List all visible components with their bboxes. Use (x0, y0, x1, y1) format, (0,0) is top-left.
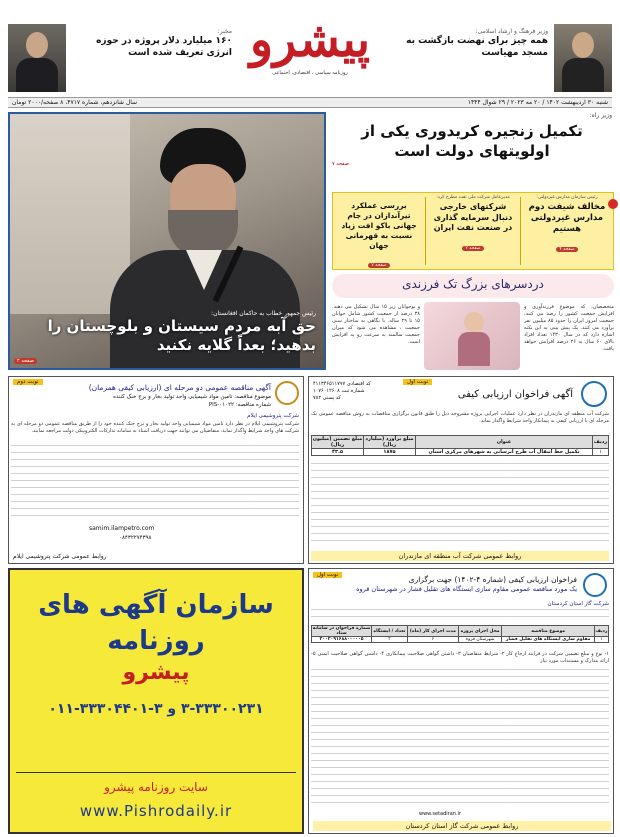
ad-company: شرکت گاز استان کردستان (547, 601, 609, 607)
table-header: ردیف (593, 436, 609, 449)
newspaper-logo[interactable]: پیشرو (249, 12, 371, 68)
ad-subject: موضوع مناقصه: تامین مواد شیمیایی واحد تولید بخار و برج خنک کننده (113, 394, 271, 400)
ad-title: آگهی مناقصه عمومی دو مرحله ای (ارزیابی کیفی همزمان) (88, 383, 271, 392)
photo-page-ref: صفحه ۲ (14, 358, 37, 364)
ad-title: فراخوان ارزیابی کیفی (شماره ۴-۱۴۰۲) جهت برگزاری (408, 575, 577, 584)
ad-footer: روابط عمومی شرکت گاز استان کردستان (313, 821, 611, 831)
ad-logo-icon (583, 573, 607, 597)
ad-body: ۱- نوع و مبلغ تضمین شرکت در فرایند ارجاع کار ۲- شرایط متقاضیان ۳- داشتن گواهی صلاحیت پیمانکاری ۴- داشتن گواهی صلاحیت ایمنی ۵- ارائه مدارک و مستندات مورد نیاز (311, 651, 609, 664)
teaser-kicker: رئیس سازمان مدارس غیردولتی: (536, 195, 598, 200)
table-header: ردیف (595, 626, 609, 637)
table-cell: ۶ (407, 637, 458, 643)
ad-promo-box[interactable] (8, 568, 304, 834)
table-cell: شهرستان قروه (458, 637, 501, 643)
ad-code: کد پستی ۷۸۲ (313, 395, 341, 401)
promo-url[interactable]: www.Pishrodaily.ir (79, 802, 233, 820)
promo-site-label: سایت روزنامه پیشرو (104, 780, 208, 794)
table-cell: مقاوم سازی ایستگاه های تقلیل فشار (502, 637, 595, 643)
ad-website[interactable]: samim.ilampetro.com (89, 525, 155, 532)
ad-subtitle: یک مورد مناقصه عمومی مقاوم سازی ایستگاه های تقلیل فشار در شهرستان قروه (356, 585, 577, 593)
lead-photo[interactable] (8, 112, 326, 370)
table-header: مبلغ تضمین (میلیون ریال) (312, 436, 363, 448)
ad-website[interactable]: www.setadiran.ir (419, 811, 461, 817)
red-dot-icon (608, 199, 618, 209)
teaser-oil[interactable] (429, 195, 517, 267)
ad-intro: شرکت آب منطقه ای مازندران در نظر دارد عملیات اجرایی پروژه مشروحه ذیل را طبق قانون برگزاری مناقصات به روش مناقصه عمومی یک مرحله ای با ارزیابی کیفی به پیمانکار واجد شرایط واگذار نماید. (311, 411, 609, 424)
ad-title: آگهی فراخوان ارزیابی کیفی (457, 389, 573, 400)
right-kicker: وزیر فرهنگ و ارشاد اسلامی: (475, 28, 548, 35)
ad-body-lines (11, 445, 299, 521)
ad-badge: نوبت اول (403, 379, 432, 385)
ad-phone: ۰۸۴۳۲۲۷۴۳۹۸ (119, 535, 152, 541)
lead-headline: تکمیل زنجیره کریدوری یکی از اولویتهای دولت است (361, 122, 583, 160)
table-row (312, 449, 609, 456)
teaser-kicker: مدیرعامل شرکت ملی نفت مطرح کرد: (436, 195, 510, 200)
teaser-headline: بررسی عملکرد تیرآندازان در جام جهانی باکو افت زیاد نسبت به قهرمانی جهان (341, 201, 417, 250)
teaser-shooting[interactable] (335, 195, 423, 267)
feature-headline: دردسرهای بزرگ تک فرزندی (402, 277, 544, 291)
left-kicker: مخبر: (217, 28, 232, 35)
ad-logo-icon (581, 381, 607, 407)
ad-table (311, 625, 609, 643)
table-header: موضوع مناقصه (502, 626, 595, 637)
left-portrait-photo (8, 24, 66, 92)
table-header: محل اجرای پروژه (458, 626, 501, 637)
logo-tagline: روزنامه سیاسی ، اقتصادی، اجتماعی (272, 70, 348, 76)
ad-footer: روابط عمومی شرکت پتروشیمی ایلام (13, 553, 107, 560)
right-headline[interactable]: همه چیز برای نهضت بازگشت به مسجد مهیاست (406, 36, 548, 58)
teaser-page-ref: صفحه ۴ (556, 247, 577, 252)
table-cell: ۳ (372, 637, 408, 643)
table-header: مبلغ برآورد (میلیارد ریال) (365, 436, 414, 448)
ad-body-lines (311, 669, 609, 809)
table-header: عنوان (416, 436, 593, 449)
dateline-left: سال شانزدهم، شماره ۴۷۱۷، ۸ صفحه/۲۰۰۰ تومان (12, 99, 138, 106)
table-header: شماره فراخوان در سامانه ستاد (312, 626, 371, 636)
table-cell: ۲۰۰۲۰۹۱۶۸۸۰۰۰۰۰۵ (312, 637, 372, 643)
promo-line2: روزنامه (107, 626, 205, 656)
ad-badge: نوبت دوم (13, 379, 43, 385)
table-cell: ۱ (595, 637, 609, 643)
feature-single-child[interactable] (332, 274, 614, 372)
dateline-right: شنبه ۳۰ اردیبهشت ۱۴۰۲ / ۲۰ مه ۲۰۲۳ / ۲۹ شوال ۱۴۴۴ (467, 99, 608, 106)
teaser-page-ref: صفحه ۲ (462, 246, 483, 251)
promo-line3: پیشرو (122, 660, 190, 685)
left-headline[interactable]: ۱۶۰ میلیارد دلار پروژه در حوزه انرژی تعریف شده است (96, 36, 232, 58)
teaser-headline: شرکتهای خارجی دنبال سرمایه گذاری در صنعت نفت ایران (433, 202, 513, 232)
teaser-strip (332, 192, 614, 270)
ad-code: کد اقتصادی ۴۱۱۳۴۶۵۱۱۷۷۷ (313, 381, 371, 387)
photo-caption-text: رئیس جمهور خطاب به حاکمان افغانستان: (211, 310, 316, 317)
ad-kurdistan-gas[interactable] (308, 568, 614, 834)
table-row (312, 637, 609, 643)
feature-photo (424, 302, 520, 370)
feature-text-right: متخصصان، که موضوع فرزندآوری و افزایش جمعیت کشور را رصد می کنند، جمعیت امروز ایران را حدود ۸۵ میلیون نفر برآورد می کنند. یک پیش بینی به این نکته اشاره دارد که در سال ۱۴۳۰ تعداد افراد بالای ۶۰ سال به ۲۶ درصد افزایش خواهد یافت. (524, 304, 615, 352)
photo-caption (10, 310, 324, 355)
dateline-bar (8, 97, 612, 108)
promo-line1: سازمان آگهی های (38, 590, 274, 620)
ad-footer: روابط عمومی شرکت آب منطقه ای مازندران (311, 551, 609, 561)
lead-story[interactable] (332, 112, 612, 190)
teaser-schools[interactable] (523, 195, 611, 267)
ad-body: شرکت پتروشیمی ایلام در نظر دارد تامین مواد شیمیایی واحد تولید بخار و برج خنک کننده خود را از طریق مناقصه عمومی دو مرحله ای به شرکت های واجد شرایط واگذار نماید. متقاضیان می توانند جهت دریافت اسناد به سامانه تدارکات الکترونیکی دولت مراجعه نمایند. (11, 421, 299, 434)
promo-phone[interactable]: ۳-۳۳۳۰۰۲۳۱ و ۳-۳۳۳۰۴۴۰۱-۰۱۱ (48, 701, 264, 717)
ad-mazandaran-water[interactable] (308, 376, 614, 564)
ad-company: شرکت پتروشیمی ایلام (247, 413, 299, 419)
lead-kicker: وزیر راه: (589, 112, 612, 119)
lead-page-ref: صفحه ۷ (332, 161, 349, 167)
teaser-page-ref: صفحه ۷ (368, 263, 389, 268)
ad-logo-icon (275, 381, 299, 405)
ad-code: شماره ثبت ۱۰۷۶۰۱۲۶۰۸ (313, 388, 365, 394)
ad-body-lines (311, 609, 609, 623)
table-cell: تکمیل خط انتقال آب طرح آبرسانی به شهرهای مرکزی استان (416, 449, 593, 456)
ad-body-lines (311, 463, 609, 545)
table-header: مدت اجرای کار (ماه) (407, 626, 458, 637)
table-cell: ۱ (593, 449, 609, 456)
feature-text-left: و نوجوانان زیر ۱۵ سال تشکیل می دهند. ۳۸ درصد از جمعیت کشور شامل جوانان ۱۵ تا ۲۹ ساله. با نگاهی به ساختار سنی جمعیت ، مشاهده می شود که میزان جمعیت سالمند به سرعت رو به افزایش است. (332, 304, 421, 345)
table-header: تعداد / ایستگاه (372, 626, 408, 637)
ad-ilam-petrochemical[interactable] (8, 376, 304, 564)
photo-headline: حق آبه مردم سیستان و بلوچستان را بدهید؛ بعداً گلایه نکنید (47, 317, 316, 354)
ad-badge: نوبت اول (313, 572, 342, 578)
table-cell: ۱۸۷۵ (364, 449, 416, 456)
table-cell: ۴۳.۵ (312, 449, 364, 456)
right-portrait-photo (554, 24, 612, 92)
masthead (0, 0, 620, 100)
ad-table (311, 435, 609, 456)
ad-number: شماره مناقصه: PIS-۰۱۰۲۲ (208, 402, 271, 408)
teaser-headline: مخالف شیفت دوم مدارس غیردولتی هستیم (528, 202, 606, 234)
